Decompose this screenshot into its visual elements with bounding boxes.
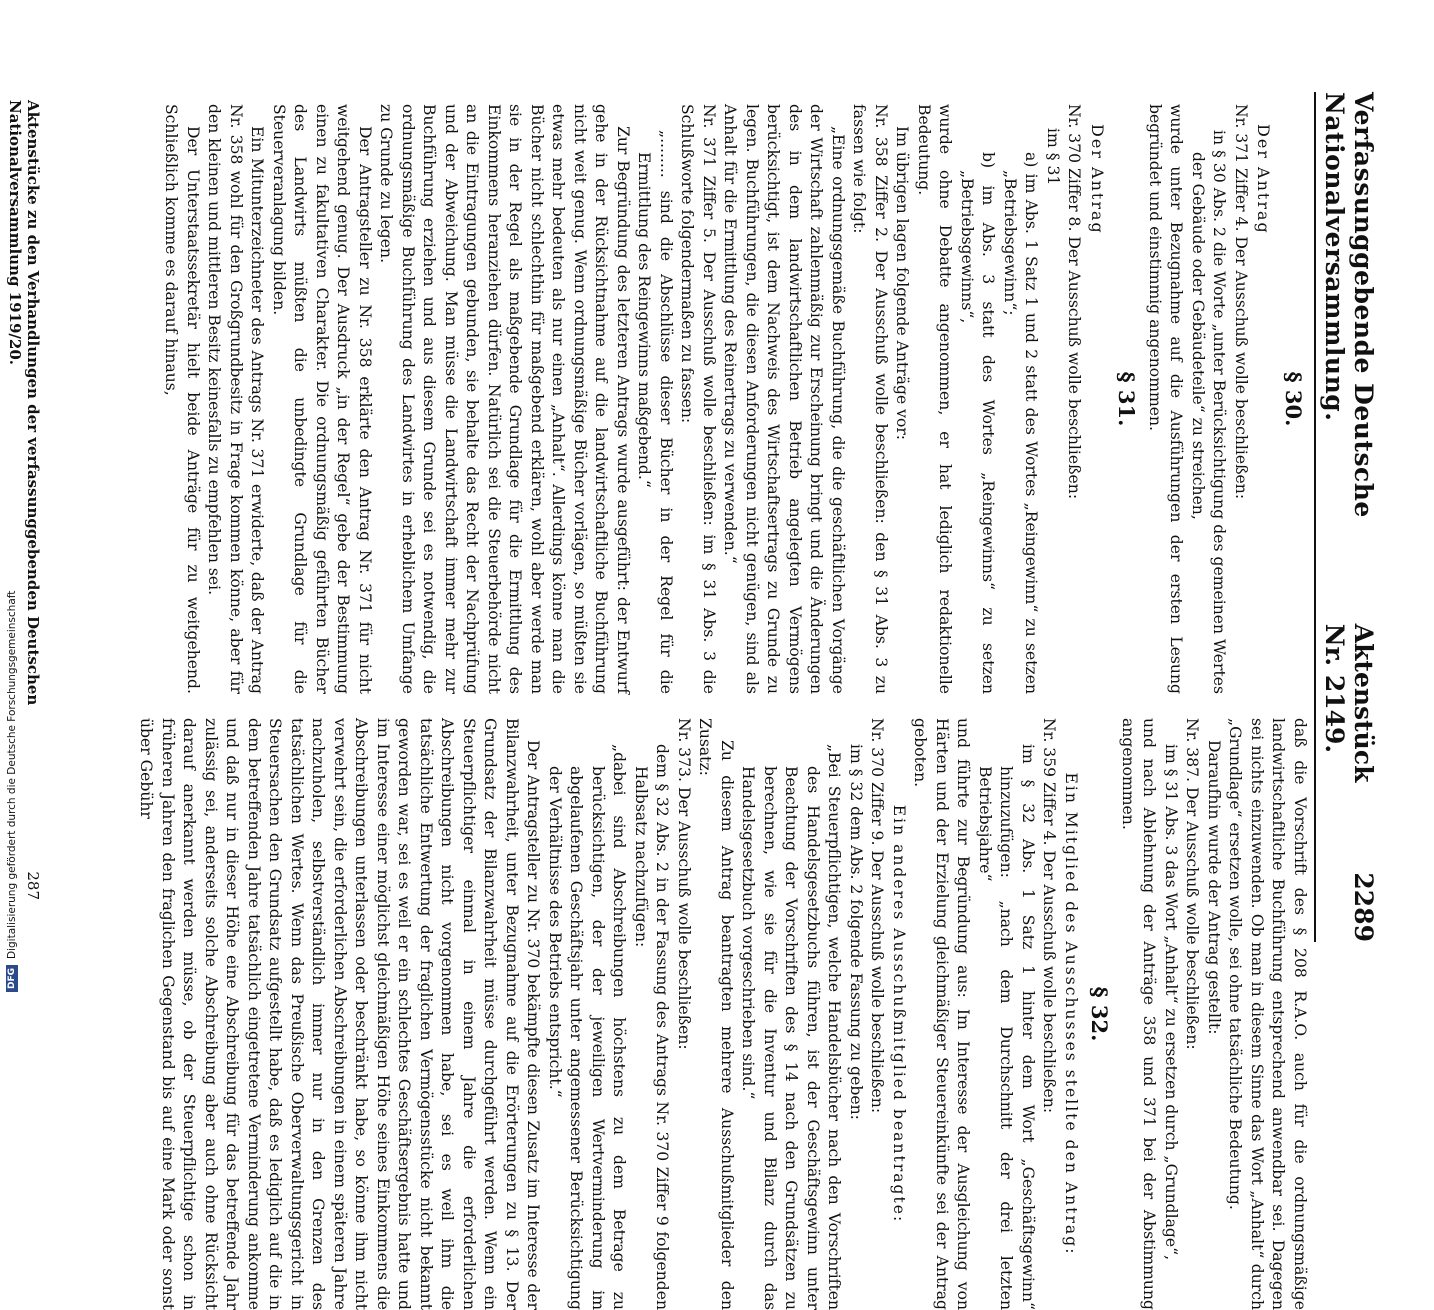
footer-text: Aktenstücke zu den Verhandlungen der verfassunggebenden Deutschen Nationalversammlung 1919/20.	[6, 100, 42, 706]
credit-text: Digitalisierung gefördert durch die Deutsche Forschungsgemeinschaft	[6, 590, 18, 959]
page-number: 2289	[1349, 872, 1378, 942]
paragraph: a) im Abs. 1 Satz 1 und 2 statt des Wortes „Reingewinn“ zu setzen „Betriebsgewinn“;	[1001, 152, 1041, 694]
paragraph: im § 32 dem Abs. 2 folgende Fassung zu geben:	[847, 744, 865, 1120]
paragraph: wurde unter Bezugnahme auf die Ausführungen der ersten Lesung begründet und einstimmig angenommen.	[1146, 104, 1186, 694]
text-column-right	[60, 718, 1310, 1310]
paragraph: und nach Ablehnung der Anträge 358 und 371 bei der Abstimmung angenommen.	[1119, 718, 1159, 1310]
paragraph: Daraufhin wurde der Antrag gestellt:	[1205, 740, 1223, 1035]
paragraph: Nr. 370 Ziffer 9. Der Ausschuß wolle beschließen:	[868, 718, 887, 1114]
paragraph: Der Antragsteller zu Nr. 370 bekämpfte diesen Zusatz im Interesse der Bilanzwahrheit, unter Bezugnahme auf die Erörterungen zu § 13. Der Grundsatz der Bilanzwahrheit müsse durchgeführt werden. Wenn ein Steuerpflichtiger einmal in einem Jahre die erforderlichen Abschreibungen nicht vorgenommen habe, sei es weil ihm die tatsächliche Entwertung der fraglichen Vermögensstücke nicht bekannt geworden war, sei es weil er ein schlechtes Geschäftsergebnis hatte und im Interesse einer möglichst gleichmäßigen Höhe seines Einkommens die Abschreibungen unterlassen oder beschränkt habe, so könne ihm nicht verwehrt sein, die erforderlichen Abschreibungen in einem späteren Jahre nachzuholen, selbstverständlich immer nur in den Grenzen des tatsächlichen Wertes. Wenn das Preußische Oberverwaltungsgericht in Steuersachen den Grundsatz aufgestellt habe, daß es lediglich auf die in dem betreffenden Jahre tatsächlich eingetretene Verminderung ankomme und daß nur in dieser Höhe eine Abschreibung für das betreffende Jahr zulässig sei, anderseits solche Abschreibung aber auch ohne Rücksicht darauf anerkannt werden müsse, ob der Steuerpflichtige schon in früheren Jahren den fraglichen Gegenstand bis auf eine Mark oder sonst über Gebühr	[137, 718, 543, 1310]
paragraph: Nr. 358 Ziffer 2. Der Ausschuß wolle beschließen: den § 31 Abs. 3 zu fassen wie folgt:	[850, 104, 890, 694]
footer-page-number: 287	[24, 871, 42, 900]
paragraph: Ein anderes Ausschußmitglied beantragte:	[890, 804, 908, 1224]
paragraph: „Eine ordnungsgemäße Buchführung, die die geschäftlichen Vorgänge der Wirtschaft zahlenmäßig zur Erscheinung bringt und die Änderungen des in dem landwirtschaftlichen Betrieb angelegten Vermögens berücksichtigt, ist dem Nachweis des Wirtschaftsertrags zu Grunde zu legen. Buchführungen, die diesen Anforderungen nicht genügen, sind als Anhalt für die Ermittlung des Reinertrags zu verwenden.“	[721, 104, 847, 694]
paragraph: „........ sind die Abschlüsse dieser Bücher in der Regel für die Ermittlung des Reingewinns maßgebend.“	[635, 130, 675, 694]
header-right	[1320, 624, 1378, 942]
section-heading: § 30.	[1281, 371, 1306, 427]
paragraph: Zur Begründung des letzteren Antrags wurde ausgeführt: der Entwurf gehe in der Rücksichtnahme auf die landwirtschaftliche Buchführung nicht weit genug. Wenn ordnungsmäßige Bücher vorlägen, so müßten sie etwas mehr bedeuten als nur einen „Anhalt“. Allerdings könne man die Bücher nicht schlechthin für maßgebend erklären, wohl aber werde man sie in der Regel als maßgebende Grundlage für die Ermittlung des Einkommens heranziehen dürfen. Natürlich sei die Steuerbehörde nicht an die Eintragungen gebunden, sie behalte das Recht der Nachprüfung und der Abweichung. Man müsse die Landwirtschaft immer mehr zur Buchführung erziehen und aus diesem Grunde sei es notwendig, die ordnungsmäßige Buchführung des Landwirtes in erheblichem Umfange zu Grunde zu legen.	[377, 104, 632, 694]
paragraph: Nr. 371 Ziffer 5. Der Ausschuß wolle beschließen: im § 31 Abs. 3 die Schlußworte folgendermaßen zu fassen:	[678, 104, 718, 694]
section-heading: § 31.	[1114, 371, 1140, 427]
paragraph: Ein Mitunterzeichneter des Antrags Nr. 371 erwiderte, daß der Antrag Nr. 358 wohl für den Großgrundbesitz in Frage kommen könne, aber für den kleinen und mittleren Besitz keinesfalls zu empfehlen sei.	[205, 104, 267, 694]
paragraph: Der Antrag	[1088, 124, 1107, 235]
document-number: Aktenstück Nr. 2149.	[1320, 623, 1378, 783]
text-column-left	[60, 104, 1310, 694]
paragraph: wurde ohne Debatte angenommen, er hat lediglich redaktionelle Bedeutung.	[915, 104, 955, 694]
dfg-logo: DFG	[6, 965, 18, 992]
paragraph: Nr. 370 Ziffer 8. Der Ausschuß wolle beschließen:	[1065, 104, 1084, 500]
paragraph: Der Antrag	[1254, 124, 1274, 235]
paragraph: dem § 32 Abs. 2 in der Fassung des Antrags Nr. 370 Ziffer 9 folgenden Halbsatz nachzufügen:	[632, 744, 672, 1310]
paragraph: in § 30 Abs. 2 die Worte „unter Berücksichtigung des gemeinen Wertes der Gebäude oder Gebäudeteile“ zu streichen,	[1189, 130, 1229, 694]
paragraph: Nr. 387. Der Ausschuß wolle beschließen:	[1183, 718, 1202, 1050]
paragraph: und führte zur Begründung aus: Im Interesse der Ausgleichung von Härten und der Erzielung gleichmäßiger Steuereinkünfte sei der Antrag geboten.	[911, 718, 973, 1310]
paragraph: b) im Abs. 3 statt des Wortes „Reingewinns“ zu setzen „Betriebsgewinns“,	[958, 152, 998, 694]
paragraph: daß die Vorschrift des § 208 R.A.O. auch für die ordnungsmäßige landwirtschaftliche Buchführung entsprechend anwendbar sei. Dagegen sei nichts einzuwenden. Ob man in diesem Sinne das Wort „Anhalt“ durch „Grundlage“ ersetzen wolle, sei ohne tatsächliche Bedeutung.	[1226, 718, 1309, 1310]
header-title: Verfassunggebende Deutsche Nationalversammlung.	[1320, 92, 1378, 518]
paragraph: „dabei sind Abschreibungen höchstens zu dem Betrage zu berücksichtigen, der der jeweiligen Wertverminderung im abgelaufenen Geschäftsjahr unter angemessener Berücksichtigung der Verhältnisse des Betriebs entspricht.“	[546, 744, 629, 1310]
paragraph: Der Unterstaatssekretär hielt beide Anträge für zu weitgehend. Schließlich komme es darauf hinaus,	[162, 104, 202, 694]
section-heading: § 32.	[1087, 986, 1113, 1042]
paragraph: Ein Mitglied des Ausschusses stellte den Antrag:	[1062, 772, 1080, 1256]
page-header	[1314, 92, 1378, 942]
paragraph: Nr. 373. Der Ausschuß wolle beschließen:	[675, 718, 693, 1050]
paragraph: Zu diesem Antrag beantragten mehrere Ausschußmitglieder den Zusatz:	[696, 718, 736, 1310]
paragraph: „Bei Steuerpflichtigen, welche Handelsbücher nach den Vorschriften des Handelsgesetzbuchs führen, ist der Geschäftsgewinn unter Beachtung der Vorschriften des § 14 nach den Grundsätzen zu berechnen, wie sie für die Inventur und Bilanz durch das Handelsgesetzbuch vorgeschrieben sind.“	[739, 744, 844, 1310]
paragraph: im § 32 Abs. 1 Satz 1 hinter dem Wort „Geschäftsgewinn“ hinzuzufügen: „nach dem Durchschnitt der drei letzten Betriebsjahre“	[976, 744, 1037, 1310]
paragraph: im § 31	[1044, 128, 1062, 186]
paragraph: Nr. 371 Ziffer 4. Der Ausschuß wolle beschließen:	[1232, 104, 1250, 500]
paragraph: Nr. 359 Ziffer 4. Der Ausschuß wolle beschließen:	[1040, 718, 1059, 1114]
paragraph: Der Antragsteller zu Nr. 358 erklärte den Antrag Nr. 371 für nicht weitgehend genug. Der Ausdruck „in der Regel“ gebe der Bestimmung einen zu fakultativen Charakter. Die ordnungsmäßig geführten Bücher des Landwirts müßten die unbedingte Grundlage für die Steuerveranlagung bilden.	[270, 104, 374, 694]
paragraph: Im übrigen lagen folgende Anträge vor:	[893, 126, 912, 441]
digitization-credit	[0, 0, 24, 1000]
paragraph: im § 31 Abs. 3 das Wort „Anhalt“ zu ersetzen durch „Grundlage“,	[1162, 744, 1180, 1261]
